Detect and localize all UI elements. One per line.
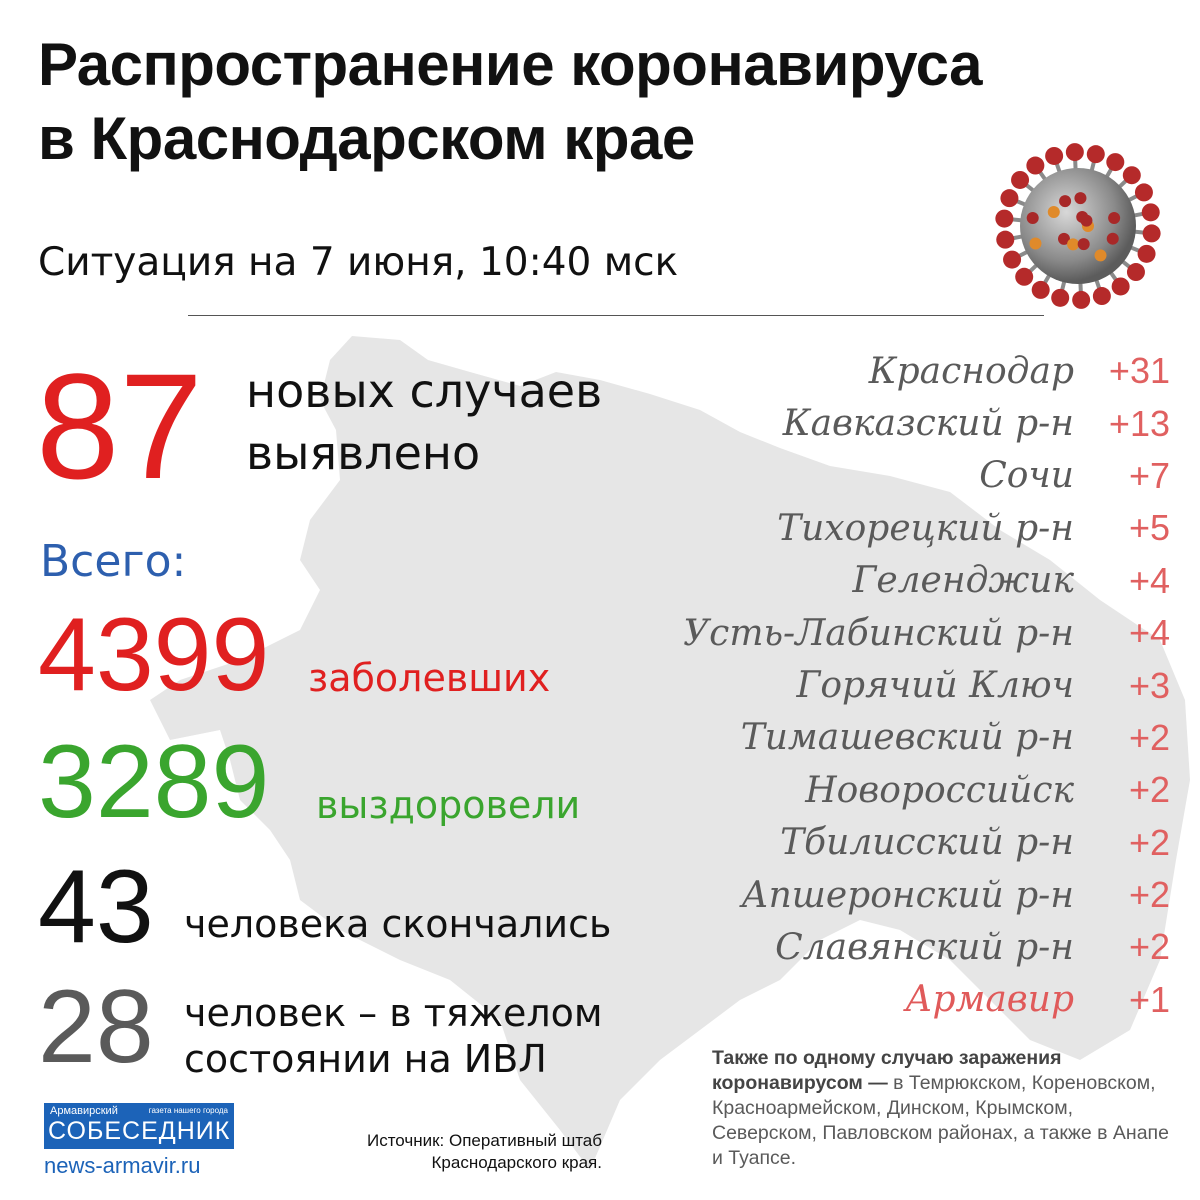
- city-value: +4: [1128, 612, 1170, 654]
- new-cases-label-line-2: выявлено: [246, 426, 481, 480]
- city-row: [560, 345, 1170, 397]
- city-row: [560, 764, 1170, 816]
- recovered-label: выздоровели: [316, 783, 581, 827]
- ventilator-number: 28: [38, 969, 154, 1085]
- city-row: [560, 659, 1170, 711]
- city-value: +2: [1128, 926, 1170, 968]
- city-row: [560, 397, 1170, 449]
- city-value: +2: [1128, 716, 1170, 758]
- logo-top-text: Армавирский: [50, 1105, 118, 1117]
- city-row: [560, 502, 1170, 554]
- city-row: [560, 921, 1170, 973]
- city-name: Кавказский р-н: [782, 403, 1074, 445]
- city-value: +1: [1128, 978, 1170, 1020]
- city-name: Тбилисский р-н: [780, 822, 1074, 864]
- virus-icon: [988, 136, 1168, 316]
- new-cases-label: [246, 360, 602, 484]
- city-value: +3: [1128, 664, 1170, 706]
- city-name: Славянский р-н: [775, 926, 1074, 968]
- ventilator-label-line-2: состоянии на ИВЛ: [184, 1037, 547, 1081]
- city-name: Новороссийск: [805, 769, 1074, 811]
- new-cases-number: 87: [36, 342, 203, 510]
- city-value: +2: [1128, 821, 1170, 863]
- city-row: [560, 555, 1170, 607]
- source-line-2: Краснодарского края.: [431, 1153, 602, 1172]
- ventilator-label-line-1: человек – в тяжелом: [184, 991, 603, 1035]
- city-row: [560, 869, 1170, 921]
- source-credit: [320, 1130, 602, 1174]
- deaths-number: 43: [38, 849, 154, 965]
- city-row-highlighted: [560, 974, 1170, 1026]
- logo-main-text: СОБЕСЕДНИК: [48, 1117, 231, 1145]
- city-name: Горячий Ключ: [796, 665, 1074, 707]
- city-value: +2: [1128, 769, 1170, 811]
- divider: [188, 315, 1044, 316]
- city-value: +7: [1128, 454, 1170, 496]
- city-list: [560, 345, 1170, 1026]
- title-line-1: Распространение коронавируса: [38, 31, 983, 98]
- sick-total-number: 4399: [38, 597, 270, 713]
- city-name: Армавир: [905, 979, 1074, 1021]
- logo-tagline: газета нашего города: [148, 1106, 228, 1115]
- city-name: Апшеронский р-н: [741, 874, 1074, 916]
- recovered-number: 3289: [38, 724, 270, 840]
- city-value: +2: [1128, 874, 1170, 916]
- city-value: +13: [1108, 402, 1170, 444]
- ventilator-label: [184, 990, 603, 1082]
- page-subtitle: Ситуация на 7 июня, 10:40 мск: [38, 240, 679, 285]
- source-line-1: Источник: Оперативный штаб: [366, 1131, 602, 1150]
- city-value: +5: [1128, 507, 1170, 549]
- city-row: [560, 607, 1170, 659]
- new-cases-label-line-1: новых случаев: [246, 364, 603, 418]
- sick-total-label: заболевших: [308, 656, 551, 700]
- city-value: +4: [1128, 559, 1170, 601]
- newspaper-logo[interactable]: [44, 1103, 234, 1149]
- city-value: +31: [1108, 350, 1170, 392]
- city-row: [560, 817, 1170, 869]
- city-name: Тихорецкий р-н: [777, 507, 1074, 549]
- title-line-2: в Краснодарском крае: [38, 105, 695, 172]
- city-name: Краснодар: [868, 350, 1074, 392]
- deaths-label: человека скончались: [184, 902, 612, 946]
- footnote: [712, 1046, 1182, 1171]
- footnote-bold: Также по одному случаю заражения коронавирусом —: [712, 1047, 1062, 1094]
- footnote-text: в Темрюкском, Кореновском, Красноармейском, Динском, Крымском, Северском, Павловском районах, а также в Анапе и Туапсе.: [712, 1072, 1169, 1169]
- website-link[interactable]: news-armavir.ru: [44, 1153, 201, 1178]
- city-name: Тимашевский р-н: [740, 717, 1074, 759]
- city-row: [560, 712, 1170, 764]
- total-label: Всего:: [40, 536, 187, 587]
- city-row: [560, 450, 1170, 502]
- city-name: Сочи: [979, 455, 1074, 497]
- city-name: Геленджик: [852, 560, 1074, 602]
- city-name: Усть-Лабинский р-н: [683, 612, 1074, 654]
